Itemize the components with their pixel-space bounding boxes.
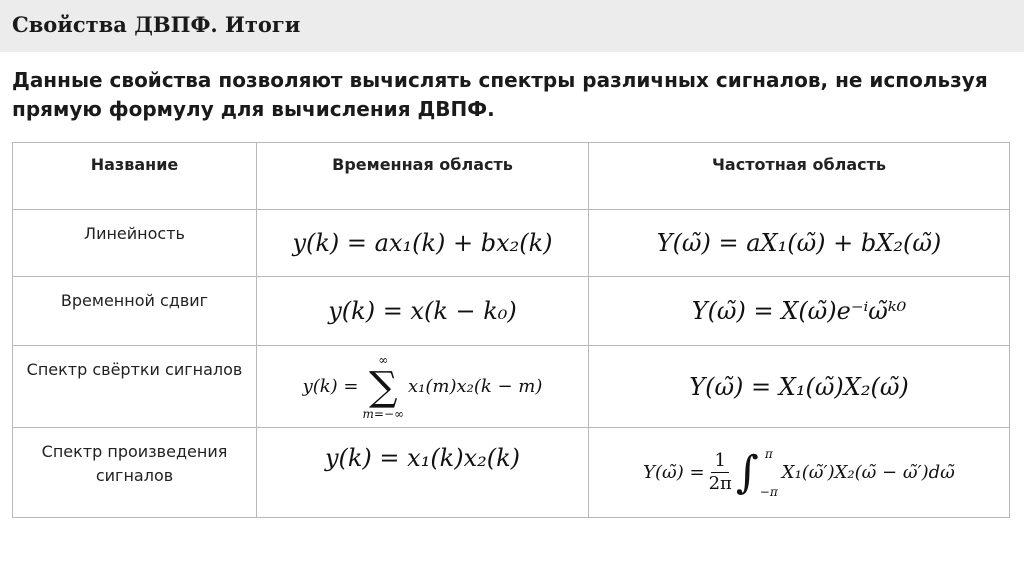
intro-text: Данные свойства позволяют вычислять спектры различных сигналов, не используя прямую формулу для вычисления ДВПФ. (12, 68, 988, 121)
row-name: Линейность (13, 210, 257, 277)
sum-symbol: ∑ (368, 363, 398, 410)
freq-formula (589, 428, 1010, 518)
table-row (13, 428, 1010, 518)
convolution-sum (303, 353, 543, 421)
sum-rhs: x₁(m)x₂(k − m) (408, 376, 543, 397)
header-name: Название (13, 143, 257, 210)
table-row (13, 210, 1010, 277)
fraction (709, 450, 732, 495)
time-formula (257, 346, 589, 428)
table-row (13, 346, 1010, 428)
row-name: Временной сдвиг (13, 277, 257, 346)
slide-title: Свойства ДВПФ. Итоги (12, 12, 301, 37)
freq-formula: Y(ω̃) = X₁(ω̃)X₂(ω̃) (589, 346, 1010, 428)
properties-table (12, 142, 1010, 518)
fraction-denominator: 2π (708, 473, 732, 494)
row-name: Спектр произведения сигналов (13, 428, 257, 518)
row-name: Спектр свёртки сигналов (13, 346, 257, 428)
time-formula: y(k) = x₁(k)x₂(k) (257, 428, 589, 518)
product-integral (643, 447, 955, 499)
int-lhs: Y(ω̃) = (643, 462, 705, 483)
header-frequency-domain: Частотная область (589, 143, 1010, 210)
sum-symbol-group (363, 353, 404, 421)
time-formula: y(k) = x(k − k₀) (257, 277, 589, 346)
title-bar (0, 0, 1024, 52)
table-row (13, 277, 1010, 346)
header-time-domain: Временная область (257, 143, 589, 210)
integral-lower-limit: −π (759, 484, 778, 499)
freq-formula: Y(ω̃) = aX₁(ω̃) + bX₂(ω̃) (589, 210, 1010, 277)
integral-limits (760, 447, 778, 499)
sum-lower-limit: m=−∞ (362, 406, 404, 421)
sum-upper-limit: ∞ (378, 352, 389, 367)
freq-formula: Y(ω̃) = X(ω̃)e⁻ⁱω̃ᵏ⁰ (589, 277, 1010, 346)
fraction-numerator: 1 (711, 450, 728, 473)
int-rhs: X₁(ω̃′)X₂(ω̃ − ω̃′)dω̃ (781, 462, 955, 483)
integral-symbol-group (736, 447, 778, 499)
sum-lhs: y(k) = (302, 376, 359, 397)
integral-symbol: ∫ (735, 446, 759, 498)
table-header-row (13, 143, 1010, 210)
time-formula: y(k) = ax₁(k) + bx₂(k) (257, 210, 589, 277)
integral-upper-limit: π (764, 446, 773, 461)
